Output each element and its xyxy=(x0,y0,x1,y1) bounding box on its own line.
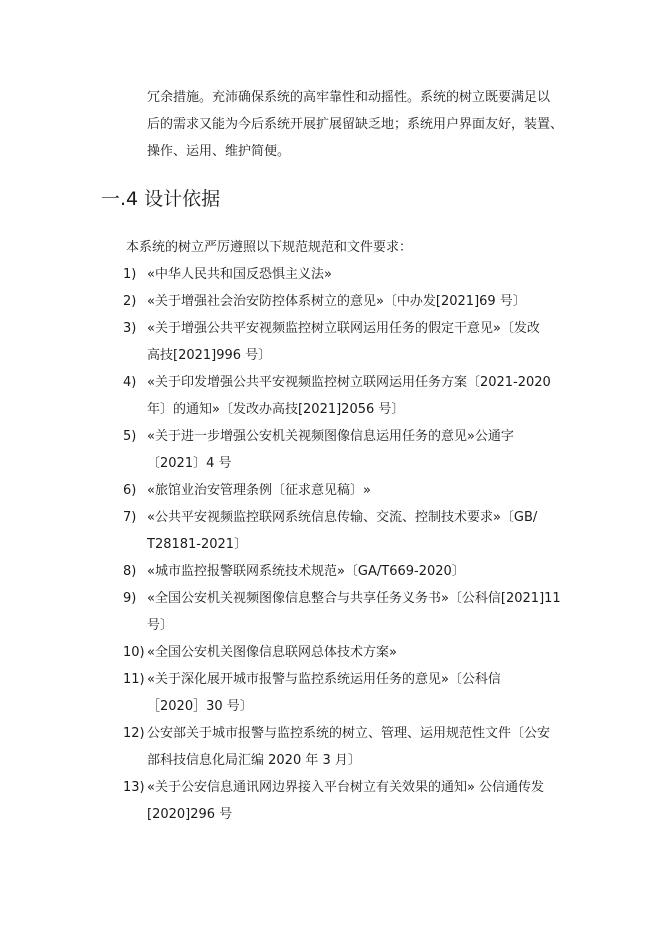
reference-text: ［2020］30 号〕 xyxy=(147,699,253,714)
reference-text: 号〕 xyxy=(147,618,174,633)
reference-text: «全国公安机关视频图像信息整合与共享任务义务书»〔公科信[2021]11 xyxy=(147,591,561,606)
reference-number: 6) xyxy=(123,483,137,498)
reference-number: 10) xyxy=(123,645,145,660)
reference-item xyxy=(123,315,568,369)
reference-text: «中华人民共和国反恐惧主义法» xyxy=(147,267,332,282)
reference-text: 公安部关于城市报警与监控系统的树立、管理、运用规范性文件〔公安 xyxy=(147,726,551,741)
reference-number: 1) xyxy=(123,267,137,282)
reference-number: 5) xyxy=(123,429,137,444)
paragraph-line: 冗余措施。充沛确保系统的高牢靠性和动摇性。系统的树立既要满足以 xyxy=(147,90,551,105)
reference-item xyxy=(123,477,568,504)
reference-number: 8) xyxy=(123,564,137,579)
reference-item xyxy=(123,774,568,828)
reference-number: 3) xyxy=(123,321,137,336)
reference-text: 高技[2021]996 号〕 xyxy=(147,348,272,363)
reference-number: 2) xyxy=(123,294,137,309)
paragraph-line: 操作、运用、维护简便。 xyxy=(147,144,291,159)
section-heading: 一.4 设计依据 xyxy=(101,188,221,210)
reference-text: [2020]296 号 xyxy=(147,807,233,822)
section-intro: 本系统的树立严厉遵照以下规范规范和文件要求： xyxy=(126,240,413,255)
reference-item xyxy=(123,504,568,558)
paragraph-line: 后的需求又能为今后系统开展扩展留缺乏地；系统用户界面友好，装置、 xyxy=(147,117,564,132)
reference-item xyxy=(123,369,568,423)
reference-text: «关于公安信息通讯网边界接入平台树立有关效果的通知» 公信通传发 xyxy=(147,780,545,795)
reference-number: 12) xyxy=(123,726,145,741)
reference-number: 13) xyxy=(123,780,145,795)
reference-text: «关于深化展开城市报警与监控系统运用任务的意见»〔公科信 xyxy=(147,672,501,687)
reference-number: 9) xyxy=(123,591,137,606)
reference-item xyxy=(123,423,568,477)
reference-list xyxy=(123,261,568,828)
reference-item xyxy=(123,558,568,585)
reference-text: 部科技信息化局汇编 2020 年 3 月〕 xyxy=(147,753,361,768)
reference-text: «关于进一步增强公安机关视频图像信息运用任务的意见»公通字 xyxy=(147,429,514,444)
reference-item xyxy=(123,666,568,720)
reference-number: 11) xyxy=(123,672,145,687)
reference-item xyxy=(123,585,568,639)
reference-text: 年〕的通知»〔发改办高技[2021]2056 号〕 xyxy=(147,402,405,417)
reference-text: «关于增强社会治安防控体系树立的意见»〔中办发[2021]69 号〕 xyxy=(147,294,526,309)
reference-text: «城市监控报警联网系统技术规范»〔GA/T669-2020〕 xyxy=(147,564,465,579)
reference-text: «公共平安视频监控联网系统信息传输、交流、控制技术要求»〔GB/ xyxy=(147,510,538,525)
reference-item xyxy=(123,261,568,288)
reference-item xyxy=(123,288,568,315)
reference-text: «关于增强公共平安视频监控树立联网运用任务的假定干意见»〔发改 xyxy=(147,321,540,336)
reference-item xyxy=(123,720,568,774)
reference-text: 〔2021〕4 号 xyxy=(147,456,232,471)
top-paragraph xyxy=(147,84,567,165)
reference-number: 7) xyxy=(123,510,137,525)
reference-text: «旅馆业治安管理条例〔征求意见稿〕» xyxy=(147,483,371,498)
reference-text: «全国公安机关图像信息联网总体技术方案» xyxy=(147,645,397,660)
reference-item xyxy=(123,639,568,666)
reference-text: T28181-2021〕 xyxy=(147,537,248,552)
reference-text: «关于印发增强公共平安视频监控树立联网运用任务方案〔2021-2020 xyxy=(147,375,551,390)
reference-number: 4) xyxy=(123,375,137,390)
